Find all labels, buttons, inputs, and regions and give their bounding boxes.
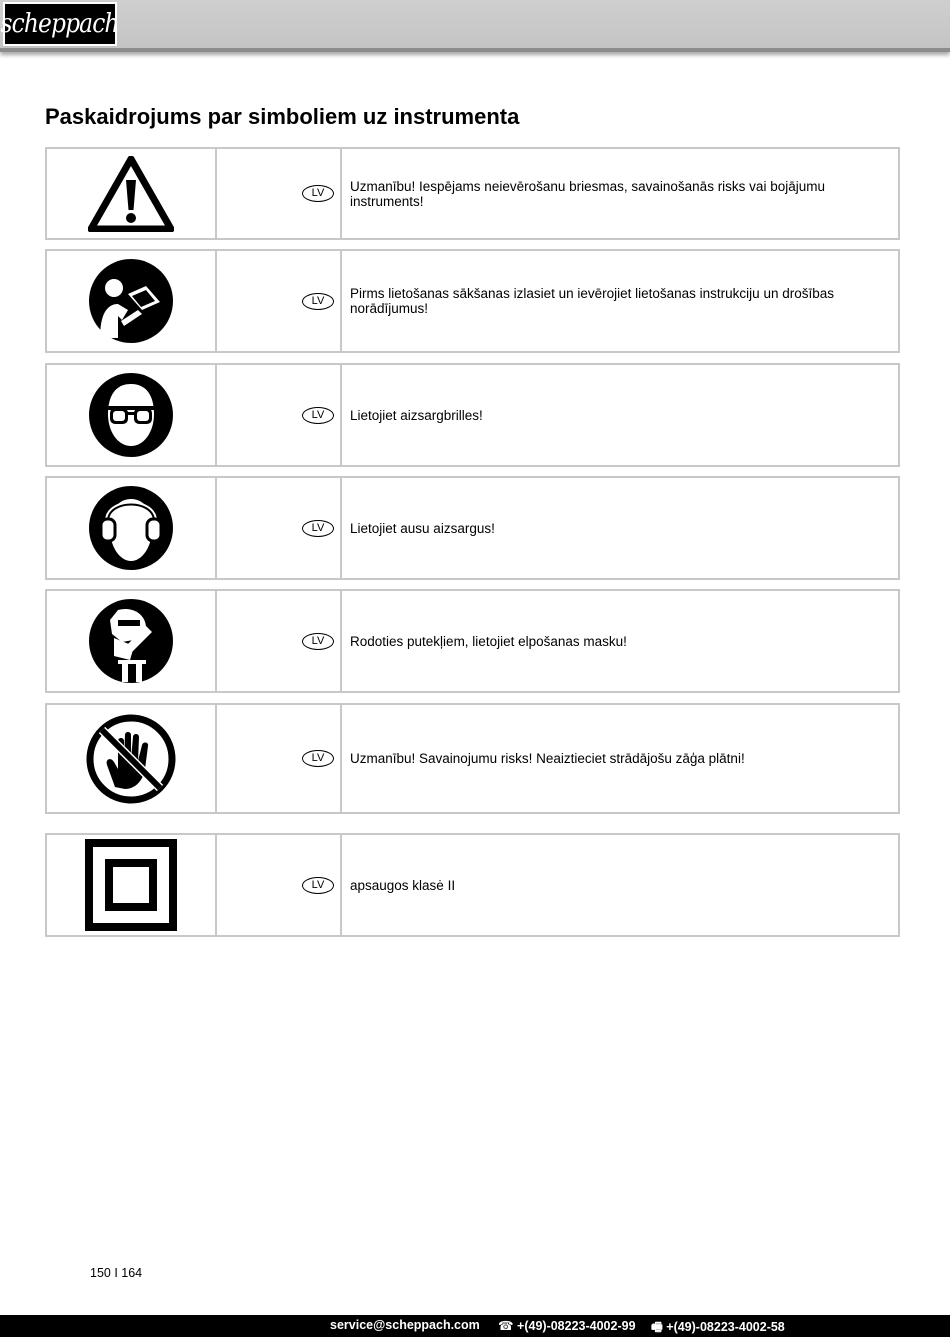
language-cell bbox=[217, 251, 342, 351]
symbol-icon-cell bbox=[47, 251, 217, 351]
language-cell bbox=[217, 365, 342, 465]
symbol-description: Pirms lietošanas sākšanas izlasiet un ievērojiet lietošanas instrukciju un drošības norādījumus! bbox=[350, 286, 834, 316]
dust-mask-icon bbox=[88, 598, 174, 684]
symbol-icon-cell bbox=[47, 835, 217, 935]
symbol-description: apsaugos klasė II bbox=[350, 877, 456, 893]
footer-fax: 🖷 +(49)-08223-4002-58 bbox=[651, 1320, 785, 1334]
language-badge: LV bbox=[302, 407, 334, 424]
warning-triangle-icon bbox=[88, 156, 174, 232]
page-number: 150 I 164 bbox=[90, 1266, 143, 1280]
language-cell bbox=[217, 149, 342, 238]
symbol-description: Lietojiet aizsargbrilles! bbox=[350, 407, 483, 423]
language-cell bbox=[217, 591, 342, 691]
symbol-icon-cell bbox=[47, 365, 217, 465]
symbol-description: Rodoties putekļiem, lietojiet elpošanas masku! bbox=[350, 633, 627, 649]
symbol-row bbox=[45, 476, 900, 580]
protection-class-ii-icon bbox=[85, 839, 177, 931]
symbol-description: Uzmanību! Iespējams neievērošanu briesmas, savainošanās risks vai bojājumu instruments! bbox=[350, 178, 825, 209]
language-badge: LV bbox=[302, 633, 334, 650]
symbol-description: Uzmanību! Savainojumu risks! Neaiztieciet strādājošu zāģa plātni! bbox=[350, 751, 745, 766]
language-badge: LV bbox=[302, 293, 334, 310]
read-manual-icon bbox=[88, 258, 174, 344]
language-badge: LV bbox=[302, 520, 334, 537]
language-cell bbox=[217, 478, 342, 578]
symbol-row bbox=[45, 249, 900, 353]
symbol-row bbox=[45, 703, 900, 814]
symbol-row bbox=[45, 589, 900, 693]
symbol-row bbox=[45, 833, 900, 937]
symbol-icon-cell bbox=[47, 149, 217, 238]
language-badge: LV bbox=[302, 185, 334, 202]
symbol-icon-cell bbox=[47, 478, 217, 578]
logo-text: scheppach bbox=[0, 9, 120, 39]
language-badge: LV bbox=[302, 750, 334, 767]
page-title: Paskaidrojums par simboliem uz instrumenta bbox=[45, 104, 520, 129]
language-cell bbox=[217, 835, 342, 935]
no-touch-hand-icon bbox=[85, 713, 177, 805]
symbol-row bbox=[45, 147, 900, 240]
ear-protection-icon bbox=[88, 485, 174, 571]
symbol-icon-cell bbox=[47, 705, 217, 812]
symbol-icon-cell bbox=[47, 591, 217, 691]
language-badge: LV bbox=[302, 877, 334, 894]
page-footer bbox=[0, 1315, 950, 1337]
language-cell bbox=[217, 705, 342, 812]
symbol-row bbox=[45, 363, 900, 467]
footer-email: service@scheppach.com bbox=[330, 1318, 480, 1332]
symbol-description: Lietojiet ausu aizsargus! bbox=[350, 520, 495, 536]
scheppach-logo bbox=[0, 2, 120, 46]
page-header bbox=[0, 0, 950, 52]
safety-goggles-icon bbox=[88, 372, 174, 458]
footer-phone: ☎ +(49)-08223-4002-99 bbox=[498, 1319, 636, 1333]
